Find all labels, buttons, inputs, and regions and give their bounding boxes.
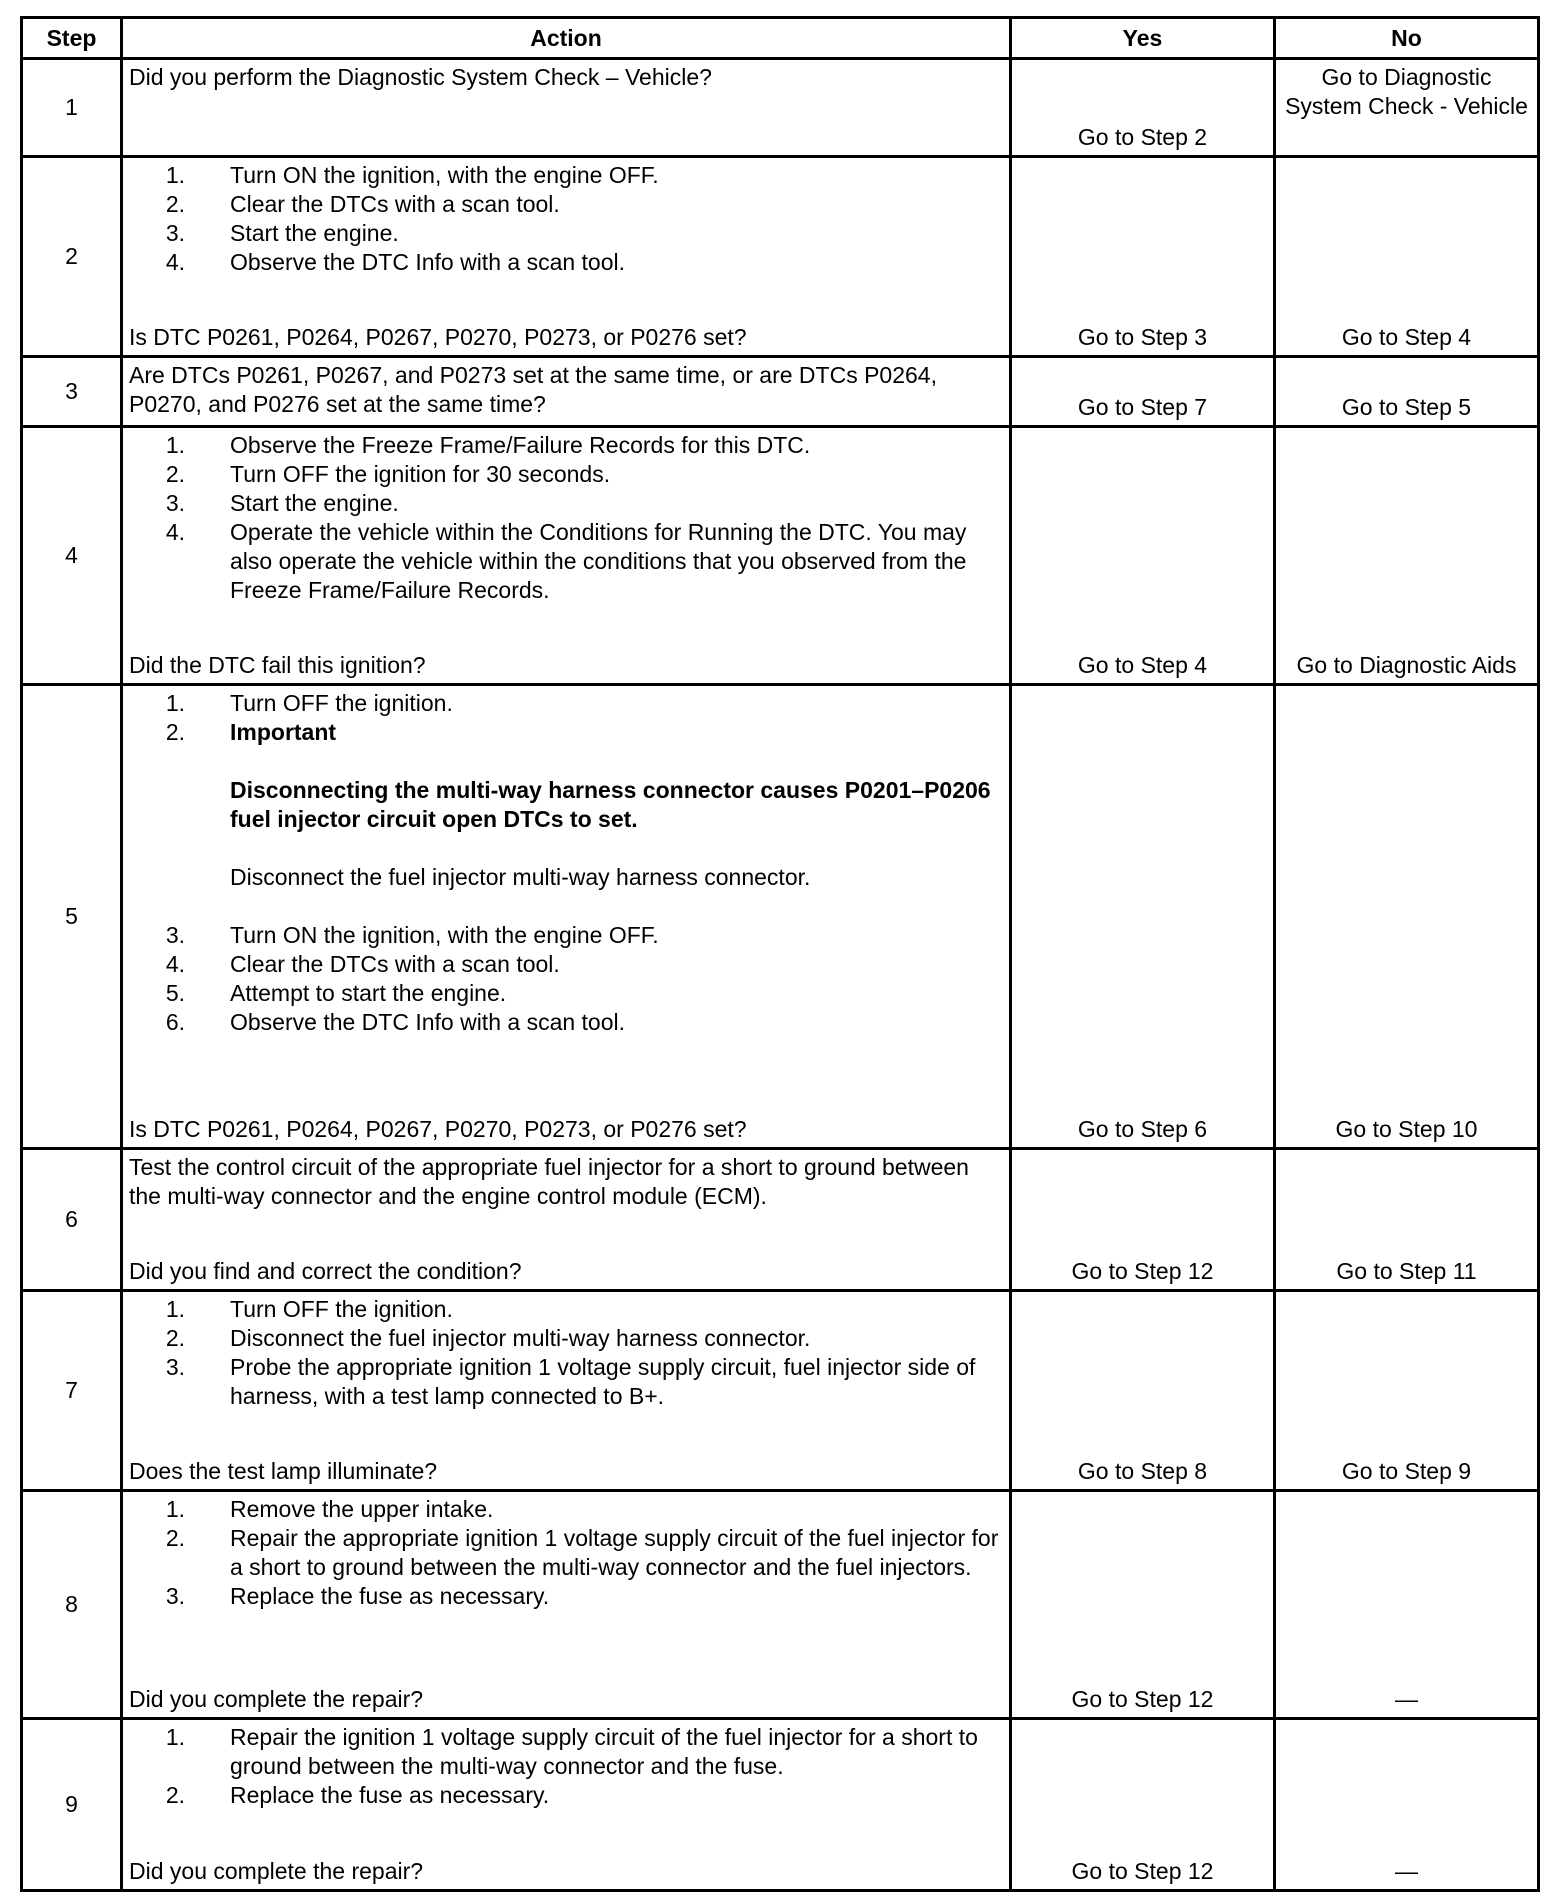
list-item: 6. Observe the DTC Info with a scan tool. [165,1009,626,1035]
list-item: 2. Repair the appropriate ignition 1 voltage supply circuit of the fuel injector for a short to ground between the multi-way connector and the fuel injectors. [165,1525,999,1580]
no-cell: Go to Step 4 [1275,157,1539,357]
action-steps [129,921,1002,1037]
diagnostic-table [20,16,1540,1892]
step-number: 3 [22,357,122,427]
no-cell: Go to Step 5 [1275,357,1539,427]
step-number: 9 [22,1719,122,1891]
table-row [22,685,1539,1149]
action-steps [129,1295,1002,1411]
no-cell: Go to Step 9 [1275,1291,1539,1491]
step-number: 4 [22,427,122,685]
no-cell: — [1275,1491,1539,1719]
list-item: 3. Probe the appropriate ignition 1 voltage supply circuit, fuel injector side of harness, with a test lamp connected to B+. [165,1354,976,1409]
action-cell [122,157,1011,357]
no-cell: Go to Step 10 [1275,685,1539,1149]
header-yes: Yes [1011,18,1275,59]
action-cell [122,1291,1011,1491]
action-cell [122,427,1011,685]
header-no: No [1275,18,1539,59]
no-cell: Go to Diagnostic Aids [1275,427,1539,685]
action-steps [129,1723,1002,1810]
step-number: 6 [22,1149,122,1291]
list-item: 3. Replace the fuse as necessary. [165,1583,550,1609]
action-question: Did you complete the repair? [129,1858,424,1884]
yes-cell: Go to Step 2 [1011,59,1275,157]
no-cell: Go to Step 11 [1275,1149,1539,1291]
table-row [22,1291,1539,1491]
header-action: Action [122,18,1011,59]
list-item: 2. Clear the DTCs with a scan tool. [165,191,560,217]
list-item: 1. Turn ON the ignition, with the engine OFF. [165,162,659,188]
yes-cell: Go to Step 12 [1011,1149,1275,1291]
yes-cell: Go to Step 7 [1011,357,1275,427]
header-row [22,18,1539,59]
action-cell [122,1719,1011,1891]
list-item: 3. Turn ON the ignition, with the engine OFF. [165,922,659,948]
no-cell: — [1275,1719,1539,1891]
list-item: 2. Important [165,719,337,745]
action-question: Did you perform the Diagnostic System Check – Vehicle? [129,64,712,90]
list-item: 1. Observe the Freeze Frame/Failure Records for this DTC. [165,432,811,458]
action-question: Did the DTC fail this ignition? [129,652,426,678]
table-row [22,1149,1539,1291]
table-row [22,357,1539,427]
table-row [22,157,1539,357]
action-cell [122,59,1011,157]
action-question: Does the test lamp illuminate? [129,1458,438,1484]
list-item: 1. Turn OFF the ignition. [165,1296,453,1322]
action-question: Did you find and correct the condition? [129,1258,522,1284]
list-item: 2. Turn OFF the ignition for 30 seconds. [165,461,611,487]
no-cell: Go to Diagnostic System Check - Vehicle [1275,59,1539,157]
instruction-text: Disconnect the fuel injector multi-way harness connector. [230,864,811,890]
list-item: 2. Replace the fuse as necessary. [165,1782,550,1808]
step-number: 5 [22,685,122,1149]
step-number: 7 [22,1291,122,1491]
yes-cell: Go to Step 12 [1011,1491,1275,1719]
action-cell [122,357,1011,427]
yes-cell: Go to Step 6 [1011,685,1275,1149]
list-item: 3. Start the engine. [165,220,399,246]
list-item: 2. Disconnect the fuel injector multi-way harness connector. [165,1325,811,1351]
list-item: 5. Attempt to start the engine. [165,980,507,1006]
action-text: Test the control circuit of the appropriate fuel injector for a short to ground between the multi-way connector and the engine control module (ECM). [129,1154,969,1209]
action-cell [122,685,1011,1149]
list-item: 3. Start the engine. [165,490,399,516]
list-item: 1. Turn OFF the ignition. [165,690,453,716]
table-row [22,1719,1539,1891]
action-steps [129,689,1002,747]
table-row [22,1491,1539,1719]
action-steps [129,431,1002,605]
action-question: Is DTC P0261, P0264, P0267, P0270, P0273, or P0276 set? [129,324,747,350]
action-cell [122,1149,1011,1291]
action-steps [129,1495,1002,1611]
action-question: Did you complete the repair? [129,1686,424,1712]
list-item: 4. Observe the DTC Info with a scan tool. [165,249,626,275]
action-cell [122,1491,1011,1719]
step-number: 8 [22,1491,122,1719]
list-item: 1. Remove the upper intake. [165,1496,494,1522]
yes-cell: Go to Step 3 [1011,157,1275,357]
yes-cell: Go to Step 4 [1011,427,1275,685]
list-item: 4. Clear the DTCs with a scan tool. [165,951,560,977]
yes-cell: Go to Step 8 [1011,1291,1275,1491]
yes-cell: Go to Step 12 [1011,1719,1275,1891]
table-row [22,427,1539,685]
action-question: Are DTCs P0261, P0267, and P0273 set at the same time, or are DTCs P0264, P0270, and P0276 set at the same time? [129,362,937,417]
table-row [22,59,1539,157]
step-number: 2 [22,157,122,357]
header-step: Step [22,18,122,59]
list-item: 1. Repair the ignition 1 voltage supply circuit of the fuel injector for a short to ground between the multi-way connector and the fuse. [165,1724,978,1779]
step-number: 1 [22,59,122,157]
action-question: Is DTC P0261, P0264, P0267, P0270, P0273, or P0276 set? [129,1116,747,1142]
list-item: 4. Operate the vehicle within the Conditions for Running the DTC. You may also operate the vehicle within the conditions that you observed from the Freeze Frame/Failure Records. [165,519,967,603]
diagnostic-table-page [20,16,1537,1892]
important-note: Disconnecting the multi-way harness connector causes P0201–P0206 fuel injector circuit open DTCs to set. [230,777,991,832]
action-steps [129,161,1002,277]
